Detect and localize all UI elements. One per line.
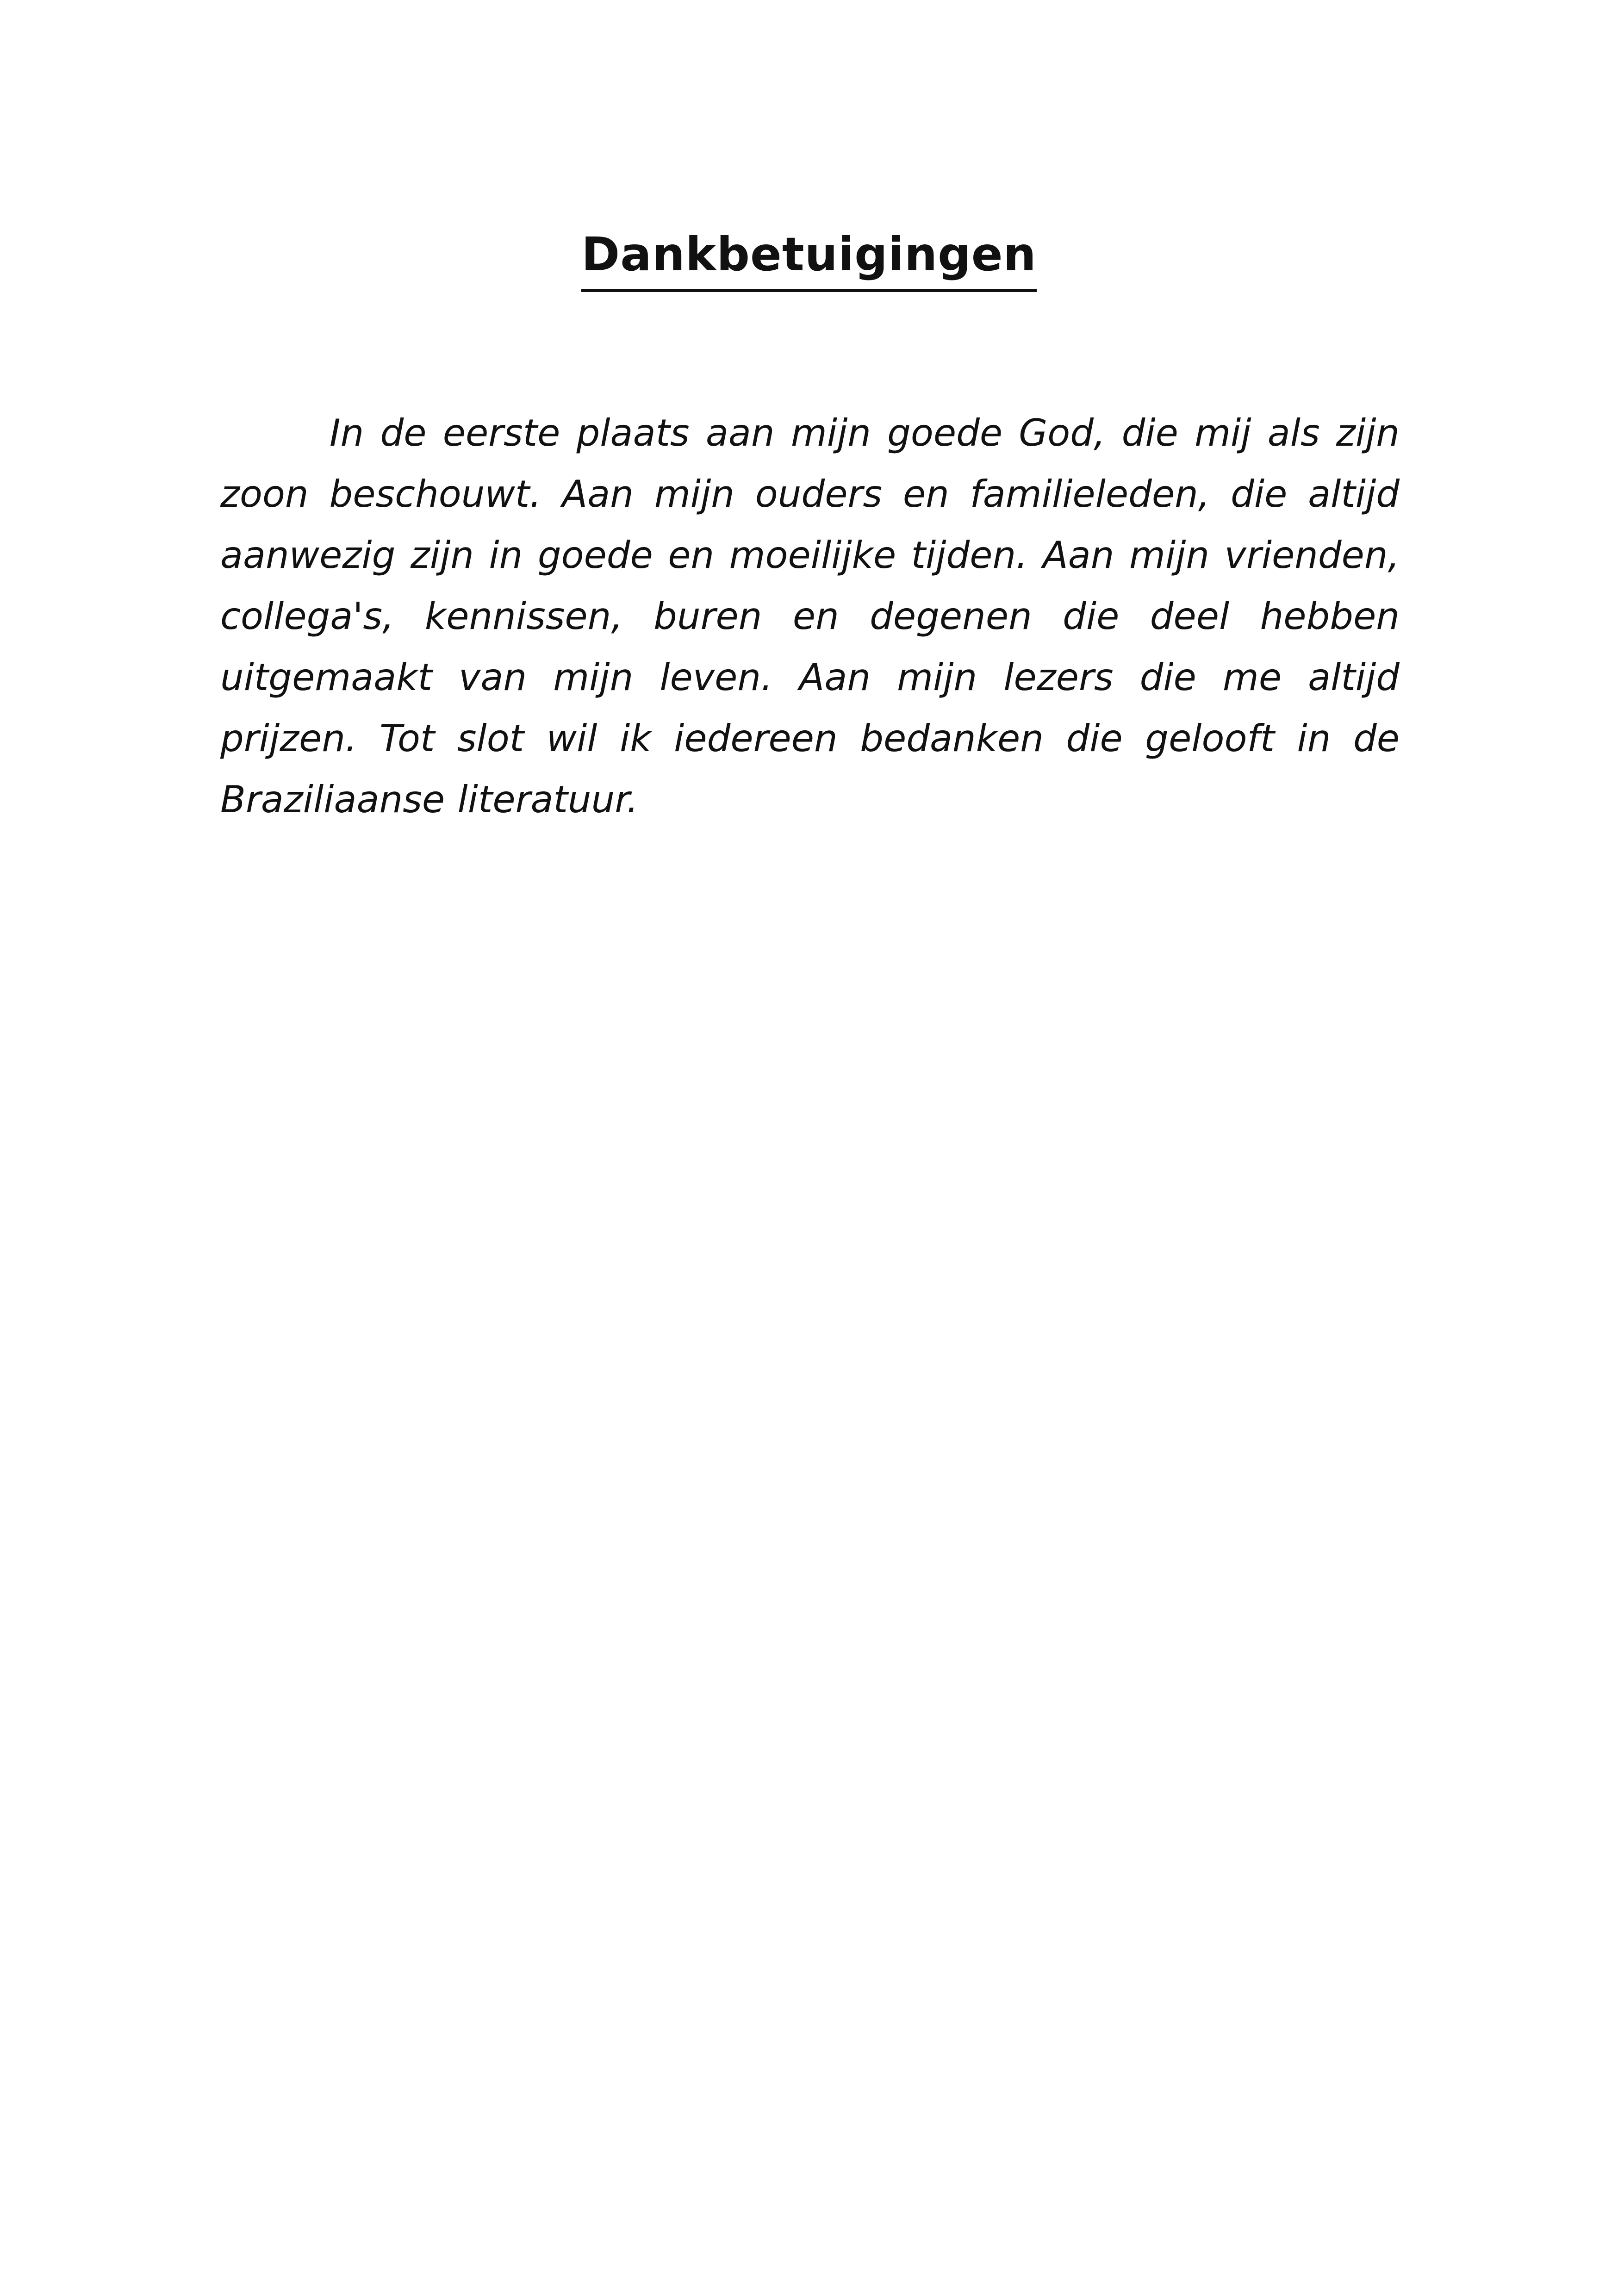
page-title-text: Dankbetuigingen [581, 222, 1037, 292]
acknowledgements-paragraph: In de eerste plaats aan mijn goede God, die mij als zijn zoon beschouwt. Aan mijn ouders en familieleden, die altijd aanwezig zijn in goede en moeilijke tijden. Aan mijn vrienden, collega's, kennissen, buren en degenen die deel hebben uitgemaakt van mijn leven. Aan mijn lezers die me altijd prijzen. Tot slot wil ik iedereen bedanken die gelooft in de Braziliaanse literatuur. [220, 411, 1400, 821]
page-title [0, 222, 1618, 292]
